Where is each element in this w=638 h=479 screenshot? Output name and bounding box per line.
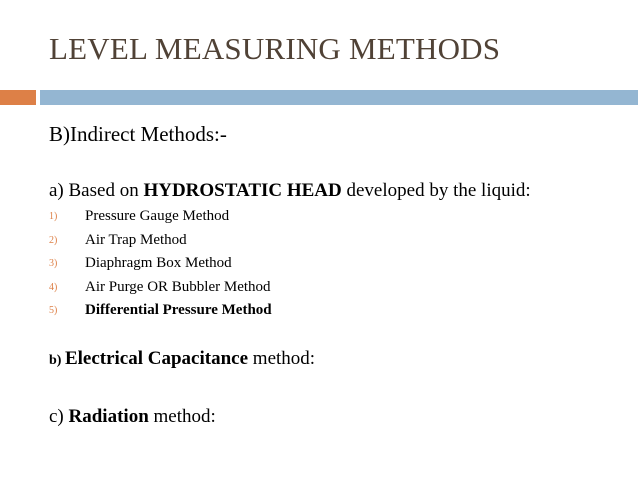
slide-title: LEVEL MEASURING METHODS — [49, 31, 501, 66]
section-b-emphasis: Electrical Capacitance — [64, 348, 249, 369]
list-text: Air Trap Method — [85, 231, 187, 248]
section-b-suffix: method: — [248, 348, 316, 369]
list-text: Diaphragm Box Method — [85, 255, 232, 271]
list-number: 2) — [49, 234, 58, 246]
accent-bar-blue — [40, 90, 638, 105]
list-text: Differential Pressure Method — [85, 302, 272, 318]
section-b-prefix: b) — [49, 353, 65, 368]
section-b-line — [49, 348, 315, 370]
list-text: Pressure Gauge Method — [85, 208, 230, 224]
section-c-emphasis: Radiation — [68, 406, 149, 427]
section-a-emphasis: HYDROSTATIC HEAD — [143, 180, 342, 201]
list-number: 3) — [49, 258, 58, 269]
section-a-suffix: developed by the liquid: — [341, 180, 531, 201]
section-c-suffix: method: — [148, 406, 216, 427]
section-c-prefix: c) — [49, 406, 69, 427]
accent-bar-orange — [0, 90, 36, 105]
list-number: 1) — [49, 211, 58, 222]
list-number: 4) — [49, 281, 58, 293]
list-text: Air Purge OR Bubbler Method — [85, 278, 271, 295]
section-c-line — [49, 406, 216, 428]
section-a-prefix: a) Based on — [49, 180, 144, 201]
list-number: 5) — [49, 305, 58, 316]
section-a-line — [49, 180, 531, 202]
subheading: B)Indirect Methods:- — [49, 122, 227, 146]
